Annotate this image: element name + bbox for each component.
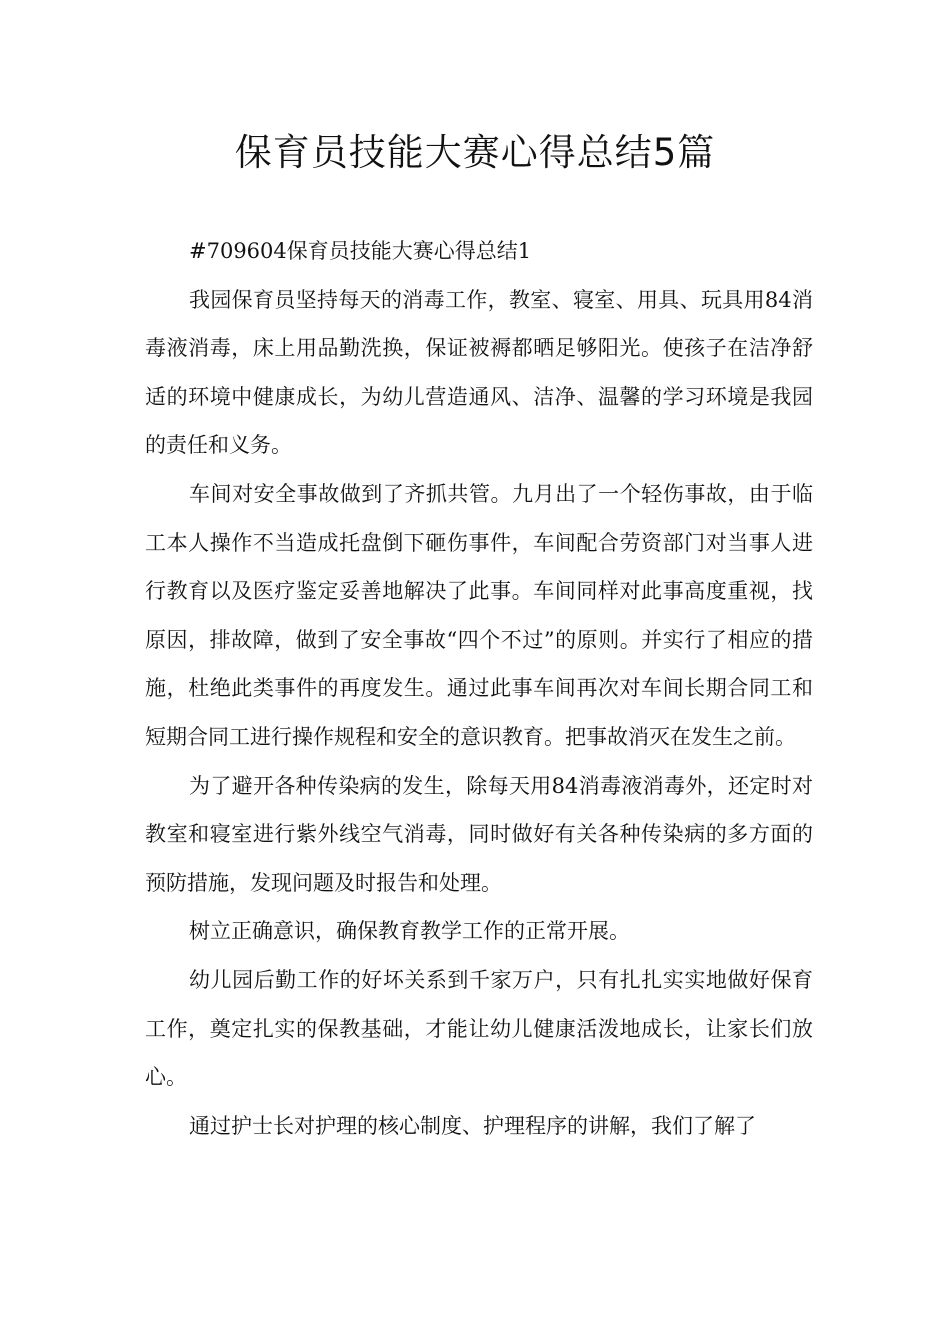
paragraph: 为了避开各种传染病的发生，除每天用84消毒液消毒外，还定时对教室和寝室进行紫外线空气消毒，同时做好有关各种传染病的多方面的预防措施，发现问题及时报告和处理。 <box>145 773 813 895</box>
paragraph: 我园保育员坚持每天的消毒工作，教室、寝室、用具、玩具用84消毒液消毒，床上用品勤洗换，保证被褥都晒足够阳光。使孩子在洁净舒适的环境中健康成长，为幼儿营造通风、洁净、温馨的学习环境是我园的责任和义务。 <box>145 287 813 458</box>
paragraph: 车间对安全事故做到了齐抓共管。九月出了一个轻伤事故，由于临工本人操作不当造成托盘倒下砸伤事件，车间配合劳资部门对当事人进行教育以及医疗鉴定妥善地解决了此事。车间同样对此事高度重视，找原因，排故障，做到了安全事故“四个不过”的原则。并实行了相应的措施，杜绝此类事件的再度发生。通过此事车间再次对车间长期合同工和短期合同工进行操作规程和安全的意识教育。把事故消灭在发生之前。 <box>145 481 813 749</box>
paragraph: 树立正确意识，确保教育教学工作的正常开展。 <box>189 919 630 944</box>
paragraph: 幼儿园后勤工作的好坏关系到千家万户，只有扎扎实实地做好保育工作，奠定扎实的保教基础，才能让幼儿健康活泼地成长，让家长们放心。 <box>145 967 813 1090</box>
document-body <box>145 227 813 1150</box>
document-title: 保育员技能大赛心得总结5篇 <box>234 131 716 174</box>
paragraph: 通过护士长对护理的核心制度、护理程序的讲解，我们了解了 <box>189 1113 756 1138</box>
section-heading: #709604保育员技能大赛心得总结1 <box>189 239 532 263</box>
